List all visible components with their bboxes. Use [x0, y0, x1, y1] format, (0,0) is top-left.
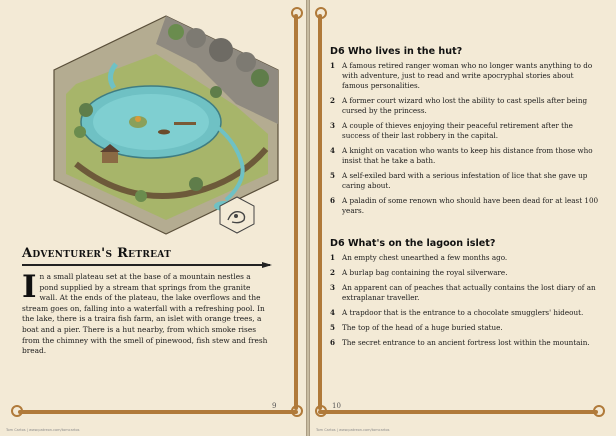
entry-number: 6 — [330, 196, 336, 205]
article-body — [22, 269, 270, 357]
article-body-text: n a small plateau set at the base of a mountain nestles a pond supplied by a stream that springs from the granite wall. At the ends of the plateau, the lake overflows and the stream goes on, falling into a waterfall with a refreshing pool. In the lake, there is a traira fish farm, an islet with orange trees, a boat and a pier. There is a hut nearby, from which smoke rises from the chimney with the smell of pinewood, fish stew and fresh bread. — [22, 272, 268, 356]
table-entry — [330, 146, 602, 166]
table-entry — [330, 323, 602, 333]
entry-text: A trapdoor that is the entrance to a chocolate smugglers' hideout. — [342, 308, 584, 317]
table-entry — [330, 171, 602, 191]
d6-table-islet — [330, 238, 602, 353]
footer-credit: Tom Cartos | www.patreon.com/tomcartos — [316, 428, 390, 432]
table-entry — [330, 61, 602, 91]
entry-text: A self-exiled bard with a serious infestation of lice that she gave up caring about. — [342, 171, 588, 190]
table-entry — [330, 121, 602, 141]
entry-number: 5 — [330, 323, 336, 332]
ornament-corner-icon — [314, 6, 328, 20]
entry-text: A former court wizard who lost the ability to cast spells after being cursed by the princess. — [342, 96, 588, 115]
page-number: 9 — [272, 402, 277, 410]
entry-text: A burlap bag containing the royal silverware. — [342, 268, 508, 277]
table-entry — [330, 96, 602, 116]
entry-number: 3 — [330, 283, 336, 292]
entry-number: 4 — [330, 308, 336, 317]
title-divider — [22, 264, 270, 266]
ornament-corner-icon — [290, 6, 304, 20]
entry-text: A paladin of some renown who should have been dead for at least 100 years. — [342, 196, 599, 215]
table-entry — [330, 283, 602, 303]
page-number: 10 — [332, 402, 341, 410]
entry-text: The secret entrance to an ancient fortress lost within the mountain. — [342, 338, 590, 347]
footer-credit: Tom Cartos | www.patreon.com/tomcartos — [6, 428, 80, 432]
page-border-left — [318, 14, 322, 410]
entry-text: An empty chest unearthed a few months ago. — [342, 253, 508, 262]
page-border-right — [294, 14, 298, 410]
article-title: Adventurer's Retreat — [22, 246, 172, 261]
dropcap-letter: I — [22, 269, 37, 305]
table-heading: D6 Who lives in the hut? — [330, 46, 463, 57]
right-page — [310, 0, 616, 436]
entry-number: 4 — [330, 146, 336, 155]
entry-text: A couple of thieves enjoying their peaceful retirement after the success of their last robbery in the capital. — [342, 121, 573, 140]
table-entry — [330, 253, 602, 263]
table-entry — [330, 338, 602, 348]
entry-text: An apparent can of peaches that actually contains the lost diary of an extraplanar traveller. — [342, 283, 596, 302]
ornament-corner-icon — [592, 404, 606, 418]
table-entry — [330, 308, 602, 318]
table-heading: D6 What's on the lagoon islet? — [330, 238, 496, 249]
entry-number: 1 — [330, 253, 336, 262]
entry-number: 2 — [330, 96, 336, 105]
entry-text: A knight on vacation who wants to keep his distance from those who insist that he take a bath. — [342, 146, 593, 165]
table-entry — [330, 268, 602, 278]
left-page — [0, 0, 306, 436]
entry-text: The top of the head of a huge buried statue. — [342, 323, 503, 332]
entry-number: 1 — [330, 61, 336, 70]
ornament-corner-icon — [290, 404, 304, 418]
entry-number: 3 — [330, 121, 336, 130]
page-border-bottom — [18, 410, 298, 414]
entry-number: 5 — [330, 171, 336, 180]
table-entry — [330, 196, 602, 216]
hex-map-illustration — [46, 14, 286, 236]
entry-number: 6 — [330, 338, 336, 347]
entry-number: 2 — [330, 268, 336, 277]
ornament-corner-icon — [314, 404, 328, 418]
entry-text: A famous retired ranger woman who no longer wants anything to do with adventure, just to read and write apocryphal stories about famous personalities. — [342, 61, 593, 90]
ornament-corner-icon — [10, 404, 24, 418]
d6-table-hut — [330, 46, 602, 221]
page-border-bottom — [318, 410, 598, 414]
